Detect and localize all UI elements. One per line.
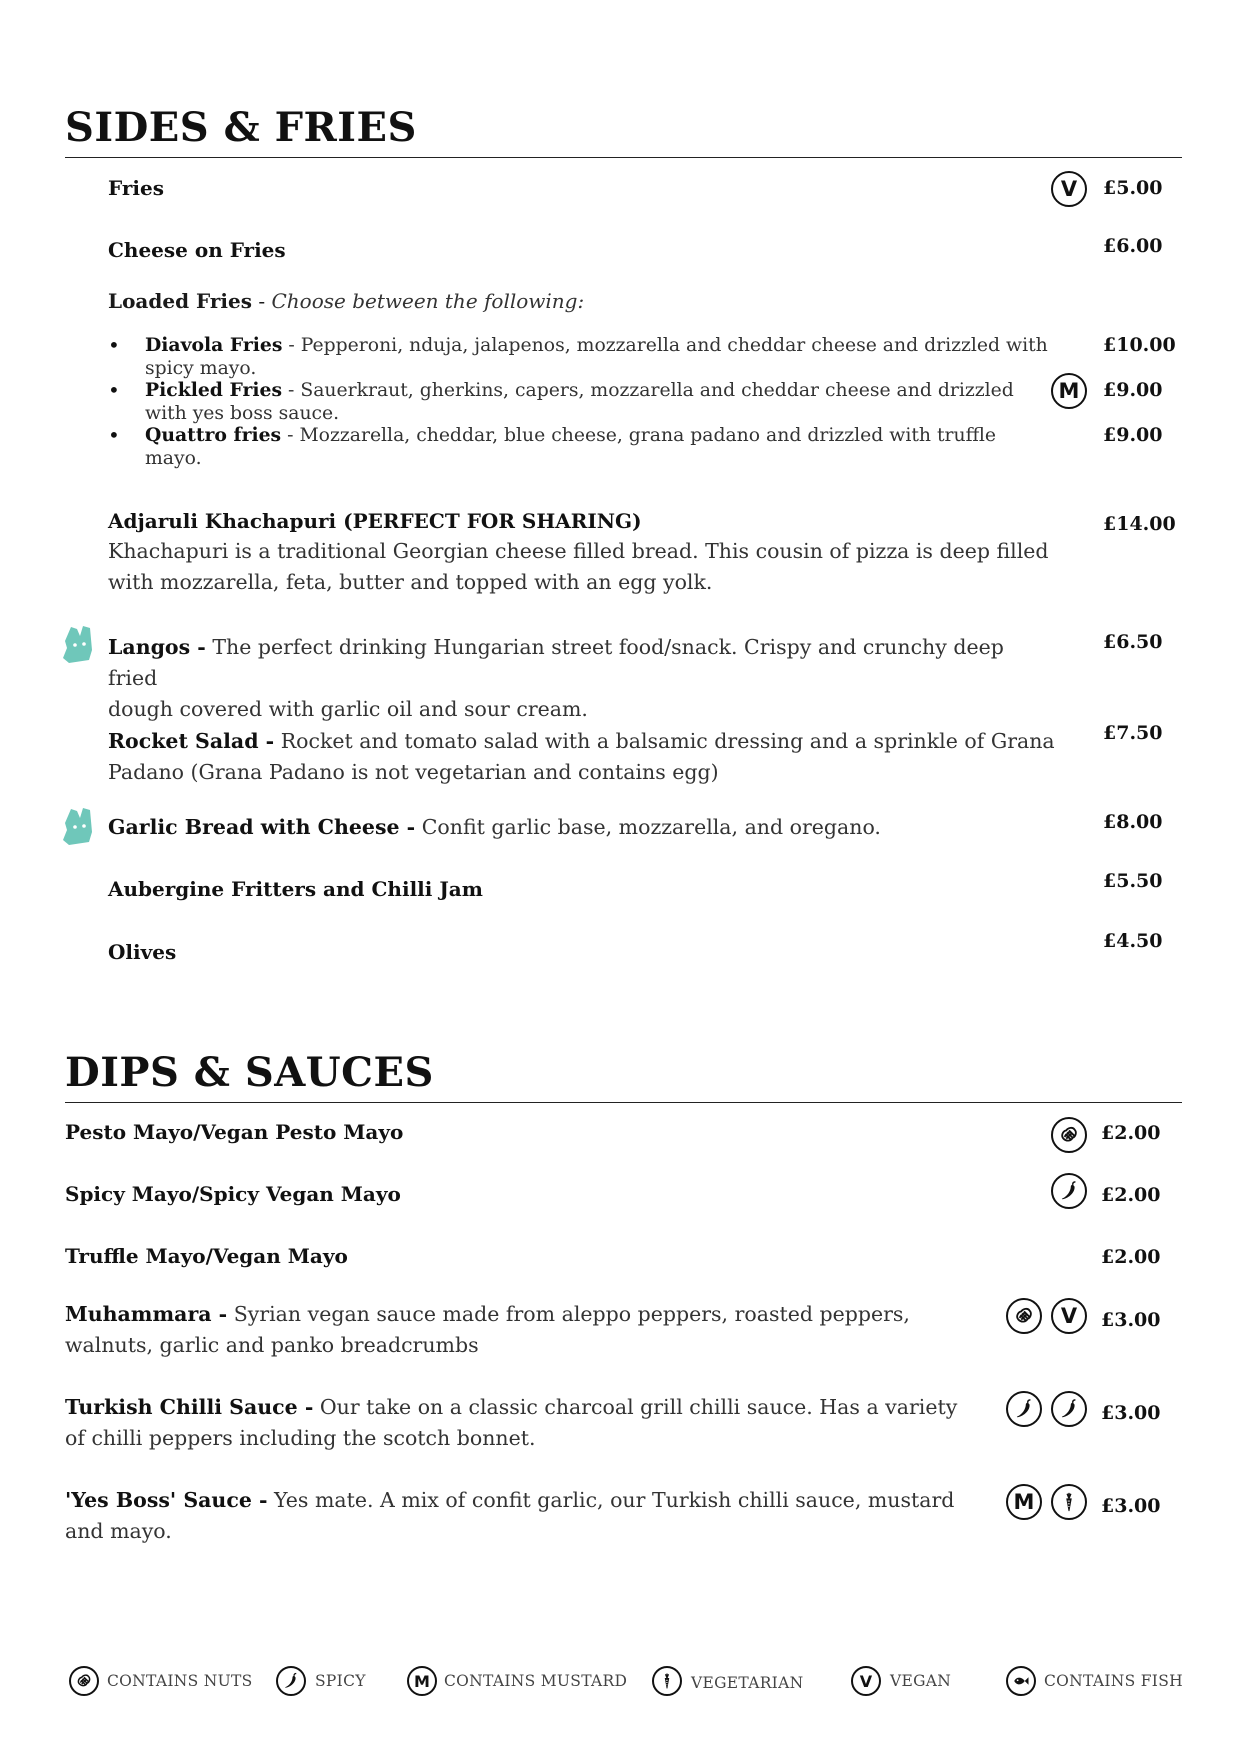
olives-name: Olives [108,940,177,964]
diavola-sep: - [282,335,301,356]
chilli-icon [1051,1391,1087,1427]
dips-heading: DIPS & SAUCES [65,1049,434,1096]
fries-name: Fries [108,176,164,200]
turkish-price: £3.00 [1101,1402,1161,1424]
cheese-fries-name: Cheese on Fries [108,238,286,262]
cheese-fries-price: £6.00 [1103,235,1163,257]
rocket-price: £7.50 [1103,722,1163,744]
legend-mustard-label: CONTAINS MUSTARD [444,1672,628,1690]
muhammara-item [65,1299,965,1361]
pesto-price: £2.00 [1101,1122,1161,1144]
rocket-desc-1: Rocket and tomato salad with a balsamic dressing and a sprinkle of Grana [274,729,1055,753]
turkish-name: Turkish Chilli Sauce - [65,1395,314,1419]
rocket-salad-item [108,726,1058,788]
yes-boss-item [65,1485,965,1547]
yesboss-desc-1: Yes mate. A mix of confit garlic, our Turkish chilli sauce, mustard [267,1488,955,1512]
yesboss-name: 'Yes Boss' Sauce - [65,1488,268,1512]
diavola-desc-1: Pepperoni, nduja, jalapenos, mozzarella and cheddar cheese and drizzled with [300,335,1048,356]
aubergine-name: Aubergine Fritters and Chilli Jam [108,877,483,901]
garlic-price: £8.00 [1103,811,1163,833]
loaded-fries-heading [108,289,584,313]
dips-divider [65,1102,1182,1103]
legend-fish-icon [1006,1666,1036,1696]
bullet: • [108,378,120,402]
quattro-sep: - [281,425,300,446]
pickled-sep: - [282,380,301,401]
truffle-price: £2.00 [1101,1246,1161,1268]
fries-price: £5.00 [1103,177,1163,199]
langos-name: Langos - [108,635,206,659]
mustard-badge [1051,373,1087,409]
diavola-name: Diavola Fries [145,334,283,356]
spicy-price: £2.00 [1101,1184,1161,1206]
legend-vegan-glyph: V [859,1671,873,1691]
bullet: • [108,423,120,447]
legend-vegetarian-label: VEGETARIAN [691,1674,804,1692]
langos-item [108,632,1058,725]
vegan-badge [1051,171,1087,207]
langos-desc-2: dough covered with garlic oil and sour cream. [108,697,588,721]
muhammara-name: Muhammara - [65,1302,228,1326]
turkish-desc-2: of chilli peppers including the scotch bonnet. [65,1426,536,1450]
legend-mustard-glyph: M [414,1671,430,1691]
legend-fish-label: CONTAINS FISH [1044,1672,1183,1690]
khachapuri-price: £14.00 [1103,513,1176,535]
quattro-price: £9.00 [1103,424,1163,446]
langos-desc-1: The perfect drinking Hungarian street food/snack. Crispy and crunchy deep fried [108,635,1004,690]
turkish-desc-1: Our take on a classic charcoal grill chilli sauce. Has a variety [313,1395,958,1419]
legend-nut-icon [69,1666,99,1696]
bullet: • [108,333,120,357]
khachapuri-desc-2: with mozzarella, feta, butter and topped with an egg yolk. [108,570,713,594]
garlic-bread-item [108,812,1058,843]
pickled-desc-1: Sauerkraut, gherkins, capers, mozzarella and cheddar cheese and drizzled [300,380,1014,401]
mustard-badge [1006,1484,1042,1520]
loaded-option-quattro [145,424,1025,470]
vegan-glyph: V [1060,177,1078,201]
chilli-icon [1006,1391,1042,1427]
garlic-desc-1: Confit garlic base, mozzarella, and oregano. [415,815,881,839]
khachapuri-desc-1: Khachapuri is a traditional Georgian cheese filled bread. This cousin of pizza is deep filled [108,539,1049,563]
mustard-glyph: M [1058,379,1080,403]
vegan-glyph: V [1060,1304,1078,1328]
truffle-name: Truffle Mayo/Vegan Mayo [65,1244,348,1268]
legend-nuts-label: CONTAINS NUTS [107,1672,253,1690]
mustard-glyph: M [1013,1490,1035,1514]
vegetarian-icon [1051,1484,1087,1520]
quattro-desc-2: mayo. [145,448,202,469]
nut-icon [1006,1298,1042,1334]
garlic-name: Garlic Bread with Cheese - [108,815,416,839]
aubergine-price: £5.50 [1103,870,1163,892]
loaded-fries-intro: Choose between the following: [271,289,585,313]
pickled-name: Pickled Fries [145,379,283,401]
diavola-price: £10.00 [1103,334,1176,356]
diavola-desc-2: spicy mayo. [145,358,257,379]
loaded-fries-sep: - [251,289,272,313]
khachapuri-name: Adjaruli Khachapuri (PERFECT FOR SHARING) [108,509,642,533]
loaded-option-pickled [145,379,1025,425]
legend-chilli-icon [276,1666,306,1696]
sides-divider [65,157,1182,158]
vegan-badge [1051,1298,1087,1334]
muhammara-price: £3.00 [1101,1309,1161,1331]
loaded-option-diavola [145,334,1050,380]
pesto-name: Pesto Mayo/Vegan Pesto Mayo [65,1120,404,1144]
legend-vegan-icon [851,1666,881,1696]
nut-icon [1051,1117,1087,1153]
yesboss-price: £3.00 [1101,1495,1161,1517]
quattro-desc-1: Mozzarella, cheddar, blue cheese, grana padano and drizzled with truffle [299,425,997,446]
khachapuri-desc [108,536,1058,598]
turkish-chilli-item [65,1392,965,1454]
loaded-fries-name: Loaded Fries [108,289,252,313]
rocket-desc-2: Padano (Grana Padano is not vegetarian and contains egg) [108,760,719,784]
deliveroo-icon [58,806,96,846]
legend-spicy-label: SPICY [315,1672,366,1690]
langos-price: £6.50 [1103,631,1163,653]
legend-mustard-icon [407,1666,437,1696]
deliveroo-icon [58,624,96,664]
pickled-price: £9.00 [1103,379,1163,401]
legend-vegetarian-icon [652,1666,682,1696]
spicy-name: Spicy Mayo/Spicy Vegan Mayo [65,1182,401,1206]
rocket-name: Rocket Salad - [108,729,275,753]
olives-price: £4.50 [1103,930,1163,952]
yesboss-desc-2: and mayo. [65,1519,172,1543]
chilli-icon [1051,1173,1087,1209]
muhammara-desc-2: walnuts, garlic and panko breadcrumbs [65,1333,479,1357]
quattro-name: Quattro fries [145,424,282,446]
sides-heading: SIDES & FRIES [65,104,417,151]
pickled-desc-2: with yes boss sauce. [145,403,340,424]
muhammara-desc-1: Syrian vegan sauce made from aleppo peppers, roasted peppers, [227,1302,910,1326]
legend-vegan-label: VEGAN [890,1672,952,1690]
